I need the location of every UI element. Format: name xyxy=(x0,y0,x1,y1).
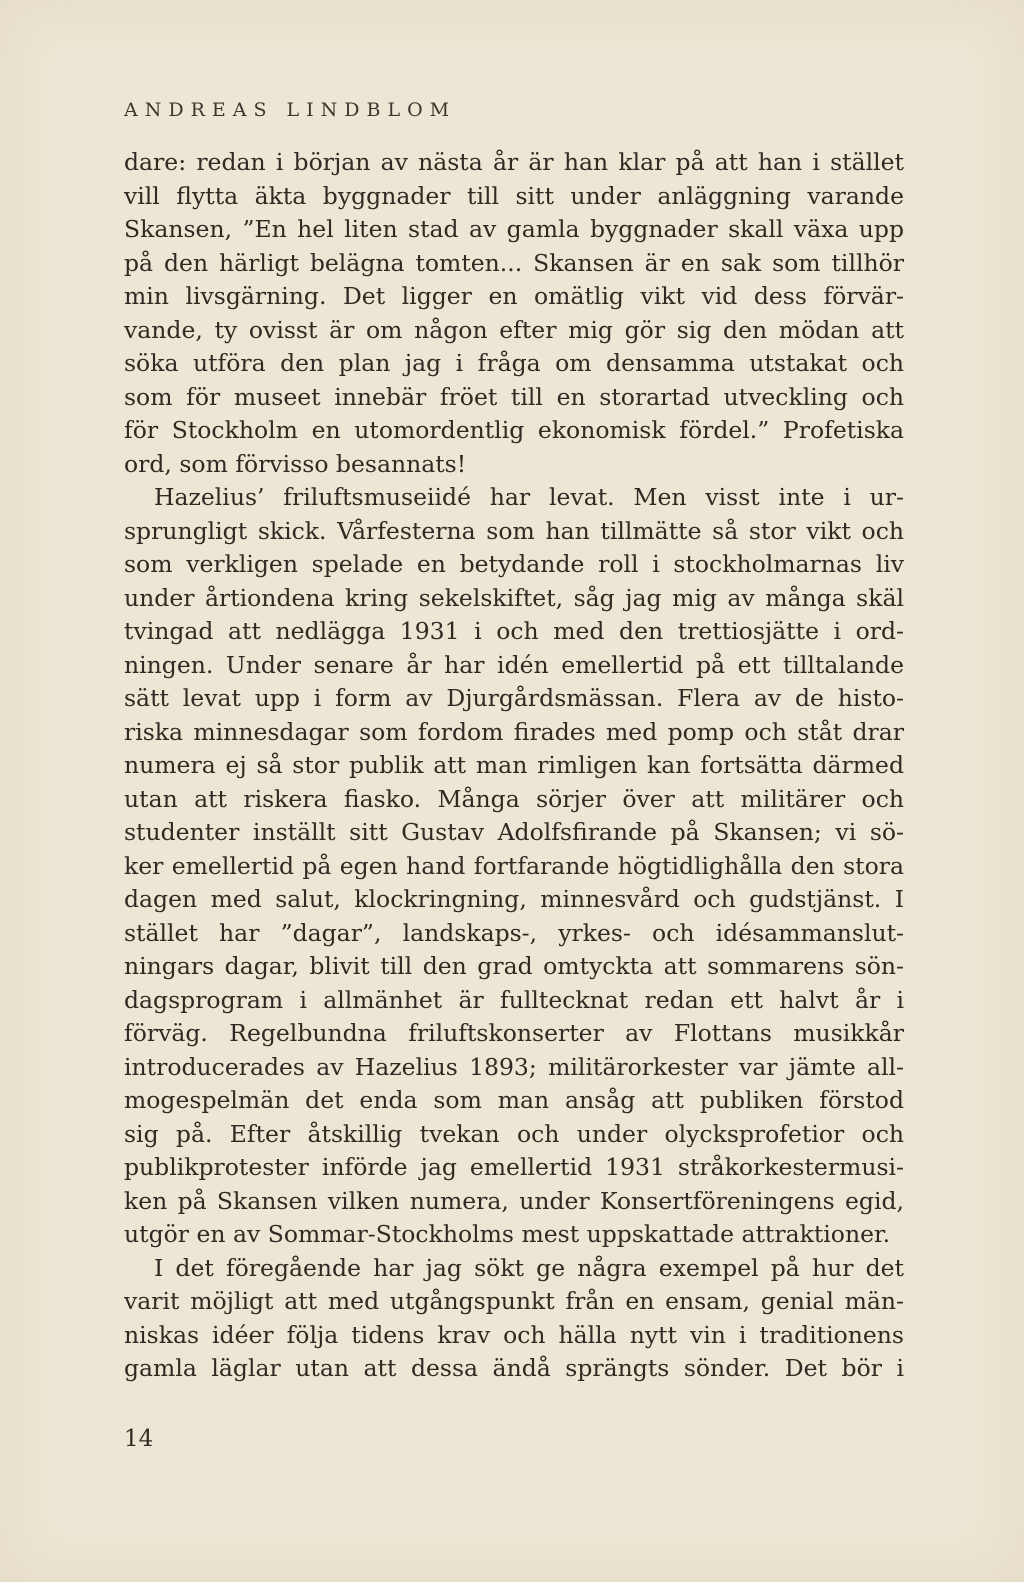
text-line: utgör en av Sommar-Stockholms mest uppskattade attraktioner. xyxy=(124,1220,891,1248)
text-line: riska minnesdagar som fordom firades med pomp och ståt drar xyxy=(124,717,904,746)
text-line: på den härligt belägna tomten... Skansen är en sak som tillhör xyxy=(124,248,904,277)
running-head: ANDREAS LINDBLOM xyxy=(124,99,457,121)
text-line: Skansen, ”En hel liten stad av gamla byggnader skall växa upp xyxy=(124,215,904,243)
page-number: 14 xyxy=(124,1426,154,1452)
body-text xyxy=(124,146,904,1386)
text-line: introducerades av Hazelius 1893; militärorkester var jämte all- xyxy=(124,1052,904,1081)
text-line: stället har ”dagar”, landskaps-, yrkes- och idésammanslut- xyxy=(124,918,904,947)
text-line: niskas idéer följa tidens krav och hälla nytt vin i traditionens xyxy=(124,1320,904,1349)
text-line: ken på Skansen vilken numera, under Konsertföreningens egid, xyxy=(124,1186,904,1215)
text-line: dare: redan i början av nästa år är han klar på att han i stället xyxy=(124,148,904,176)
text-line: ningen. Under senare år har idén emellertid på ett tilltalande xyxy=(124,650,904,679)
text-line: sig på. Efter åtskillig tvekan och under olycksprofetior och xyxy=(124,1119,904,1148)
text-line: som verkligen spelade en betydande roll i stockholmarnas liv xyxy=(124,550,904,578)
text-line: ker emellertid på egen hand fortfarande högtidlighålla den stora xyxy=(124,851,904,880)
text-line: under årtiondena kring sekelskiftet, såg jag mig av många skäl xyxy=(124,583,904,612)
text-line: min livsgärning. Det ligger en omätlig vikt vid dess förvär- xyxy=(124,282,904,310)
text-line: ningars dagar, blivit till den grad omtyckta att sommarens sön- xyxy=(124,952,904,980)
text-line: söka utföra den plan jag i fråga om densamma utstakat och xyxy=(124,349,904,377)
text-line: studenter inställt sitt Gustav Adolfsfirande på Skansen; vi sö- xyxy=(124,818,904,846)
text-line: för Stockholm en utomordentlig ekonomisk fördel.” Profetiska xyxy=(124,416,904,444)
text-line: tvingad att nedlägga 1931 i och med den trettiosjätte i ord- xyxy=(124,617,904,645)
text-line: förväg. Regelbundna friluftskonserter av Flottans musikkår xyxy=(124,1019,904,1047)
text-line: sätt levat upp i form av Djurgårdsmässan. Flera av de histo- xyxy=(124,684,904,712)
text-line: I det föregående har jag sökt ge några exempel på hur det xyxy=(154,1253,904,1282)
text-line: som för museet innebär fröet till en storartad utveckling och xyxy=(124,382,904,411)
text-line: varit möjligt att med utgångspunkt från en ensam, genial män- xyxy=(124,1287,904,1315)
text-line: numera ej så stor publik att man rimligen kan fortsätta därmed xyxy=(124,751,904,779)
text-line: vande, ty ovisst är om någon efter mig gör sig den mödan att xyxy=(124,315,904,344)
text-line: publikprotester införde jag emellertid 1931 stråkorkestermusi- xyxy=(124,1153,904,1181)
text-line: sprungligt skick. Vårfesterna som han tillmätte så stor vikt och xyxy=(124,516,904,545)
text-line: dagen med salut, klockringning, minnesvård och gudstjänst. I xyxy=(124,885,904,913)
text-line: utan att riskera fiasko. Många sörjer över att militärer och xyxy=(124,784,904,813)
text-line: Hazelius’ friluftsmuseiidé har levat. Men visst inte i ur- xyxy=(154,483,904,511)
text-line: ord, som förvisso besannats! xyxy=(124,449,467,478)
text-line: dagsprogram i allmänhet är fulltecknat redan ett halvt år i xyxy=(124,985,904,1014)
text-line: vill flytta äkta byggnader till sitt under anläggning varande xyxy=(124,181,904,210)
text-line: gamla läglar utan att dessa ändå sprängts sönder. Det bör i xyxy=(124,1354,904,1382)
text-line: mogespelmän det enda som man ansåg att publiken förstod xyxy=(124,1086,904,1114)
